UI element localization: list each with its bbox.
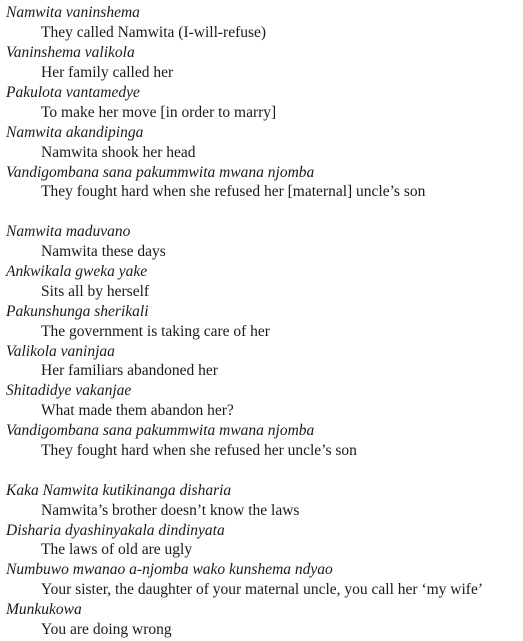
original-line: Munkukowa [6,601,82,619]
translation-line: Your sister, the daughter of your maternal uncle, you call her ‘my wife’ [41,581,484,599]
translation-line: They called Namwita (I-will-refuse) [41,23,267,41]
translation-line: Her familiars abandoned her [41,362,218,380]
original-line: Pakulota vantamedye [6,83,140,101]
translation-line: The government is taking care of her [41,322,270,340]
translation-line: The laws of old are ugly [41,541,193,559]
translation-line: Sits all by herself [41,282,150,300]
original-line: Ankwikala gweka yake [6,262,148,280]
original-line: Valikola vaninjaa [6,342,115,360]
original-line: Shitadidye vakanjae [6,382,132,400]
original-line: Vandigombana sana pakummwita mwana njomba [6,163,315,181]
stanza-2 [0,222,523,461]
original-line: Kaka Namwita kutikinanga disharia [6,481,232,499]
stanza-1 [0,3,523,202]
translation-line: They fought hard when she refused her uncle’s son [41,442,357,460]
translation-line: Namwita shook her head [41,143,196,161]
original-line: Numbuwo mwanao a-njomba wako kunshema ndyao [6,561,333,579]
stanza-3 [0,481,523,641]
original-line: Namwita akandipinga [6,123,144,141]
translation-line: What made them abandon her? [41,402,234,420]
original-line: Namwita vaninshema [6,4,140,21]
original-line: Vaninshema valikola [6,43,135,61]
original-line: Pakunshunga sherikali [6,302,149,320]
translation-line: To make her move [in order to marry] [41,103,277,121]
original-line: Namwita maduvano [6,222,131,240]
translation-line: Namwita’s brother doesn’t know the laws [41,501,300,519]
translation-line: Her family called her [41,63,174,81]
translation-line: They fought hard when she refused her [maternal] uncle’s son [41,183,426,201]
translation-line: Namwita these days [41,242,166,260]
original-line: Vandigombana sana pakummwita mwana njomba [6,422,315,440]
translation-line: You are doing wrong [41,621,172,639]
original-line: Disharia dyashinyakala dindinyata [6,521,225,539]
